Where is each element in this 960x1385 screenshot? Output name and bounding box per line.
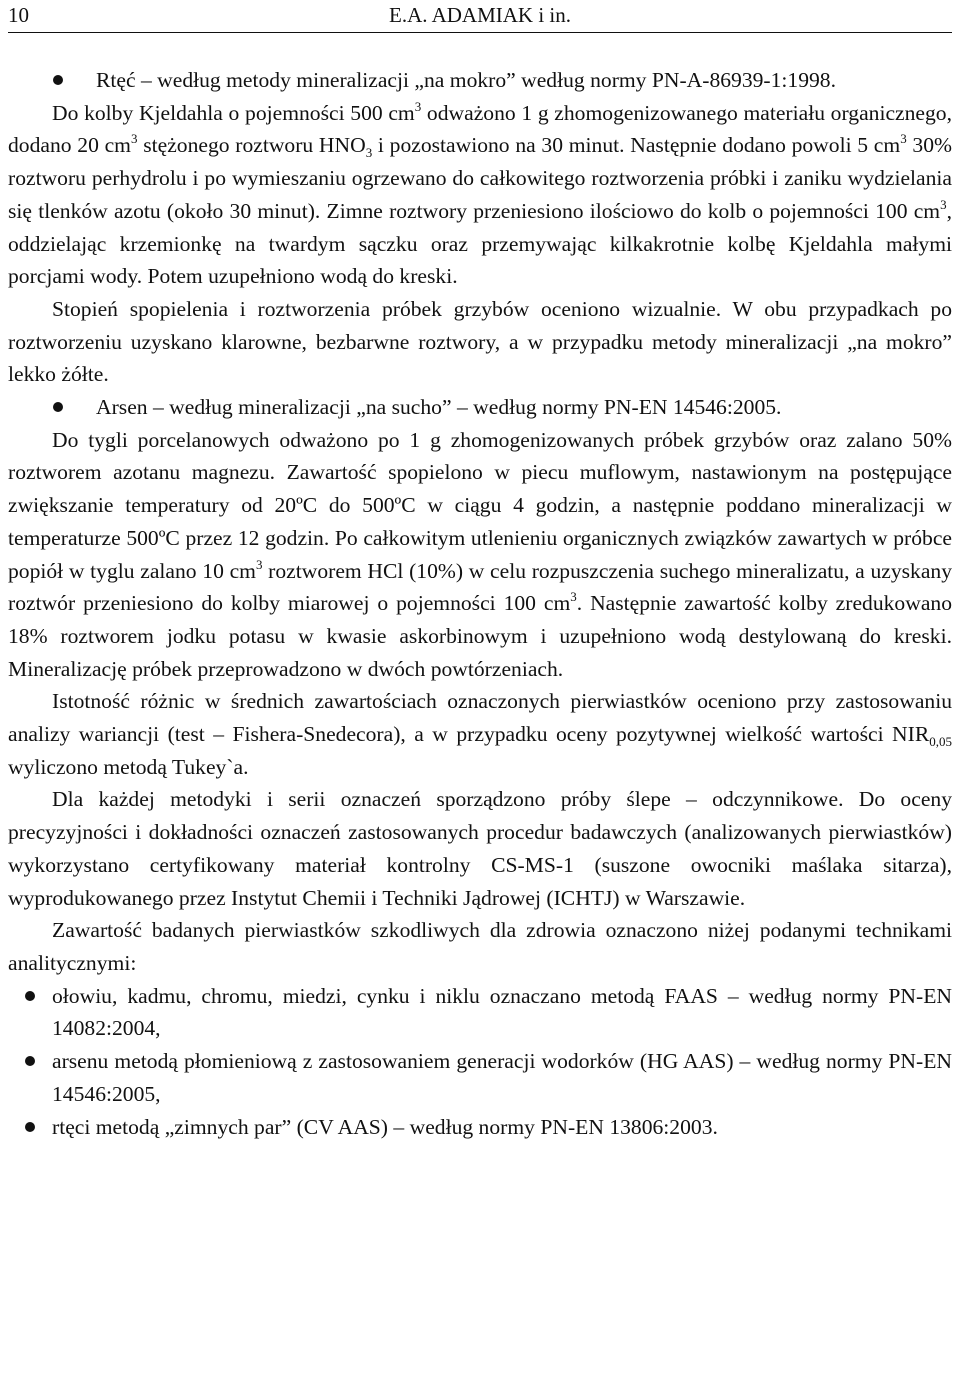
paragraph <box>8 685 952 783</box>
bullet-icon <box>25 1056 35 1066</box>
list-item <box>8 1111 952 1144</box>
list-item <box>8 64 952 97</box>
text-run: . Następnie zawartość kolby zredukowano 18% roztworem jodku potasu w kwasie askorbinowym i uzupełniono wodą destylowaną do kreski. Mineralizację próbek przeprowadzono w dwóch powtórzeniach. <box>8 591 952 681</box>
text-run: wyliczono metodą Tukey`a. <box>8 754 249 779</box>
subscript: 3 <box>365 145 373 161</box>
header-rule <box>8 32 952 33</box>
list-item <box>8 1045 952 1110</box>
superscript: 3 <box>255 556 263 572</box>
text-run: 30% roztworu perhydrolu i po wymieszaniu ogrzewano do całkowitego roztworzenia próbki i zaniku wydzielania się tlenków azotu (około 30 minut). Zimne roztwory przeniesiono ilościowo do kolb o pojemności 100 cm <box>8 133 952 223</box>
text-run: rtęci metodą „zimnych par” (CV AAS) – według normy PN-EN 13806:2003. <box>52 1114 718 1139</box>
superscript: 3 <box>414 98 422 114</box>
text-run: ołowiu, kadmu, chromu, miedzi, cynku i niklu oznaczano metodą FAAS – według normy PN-EN 14082:2004, <box>52 983 952 1041</box>
text-run: Do kolby Kjeldahla o pojemności 500 cm <box>52 100 415 125</box>
page-number: 10 <box>8 3 29 27</box>
text-run: Zawartość badanych pierwiastków szkodliwych dla zdrowia oznaczono niżej podanymi technikami analitycznymi: <box>8 918 952 975</box>
paragraph <box>8 293 952 391</box>
text-run: Rtęć – według metody mineralizacji „na mokro” według normy PN-A-86939-1:1998. <box>96 68 837 92</box>
running-header <box>8 0 952 34</box>
superscript: 3 <box>130 131 138 147</box>
text-run: Istotność różnic w średnich zawartościach oznaczonych pierwiastków oceniono przy zastosowaniu analizy wariancji (test – Fishera-Snedecora), a w przypadku oceny pozytywnej wielkość wartości NIR <box>8 689 952 747</box>
text-run: , oddzielając krzemionkę na twardym sączku oraz przemywając kilkakrotnie kolbę Kjeldahla małymi porcjami wody. Potem uzupełniono wodą do kreski. <box>8 198 952 289</box>
text-run: arsenu metodą płomieniową z zastosowaniem generacji wodorków (HG AAS) – według normy PN-EN 14546:2005, <box>52 1049 952 1106</box>
subscript: 0,05 <box>929 734 952 750</box>
text-run: Dla każdej metodyki i serii oznaczeń sporządzono próby ślepe – odczynnikowe. Do oceny precyzyjności i dokładności oznaczeń zastosowanych procedur badawczych (analizowanych pierwiastków) wykorzystano certyfikowany materiał kontrolny CS-MS-1 (suszone owocniki maślaka sitarza), wyprodukowanego przez Instytut Chemii i Techniki Jądrowej (ICHTJ) w Warszawie. <box>8 787 952 910</box>
paragraph <box>8 97 952 293</box>
superscript: 3 <box>940 196 947 212</box>
paragraph <box>8 424 952 686</box>
bullet-icon <box>25 1122 35 1132</box>
text-run: stężonego roztworu HNO <box>137 133 366 158</box>
text-run: i pozostawiono na 30 minut. Następnie dodano powoli 5 cm <box>372 133 901 158</box>
bullet-icon <box>53 75 63 85</box>
text-run: Arsen – według mineralizacji „na sucho” – według normy PN-EN 14546:2005. <box>96 395 782 420</box>
superscript: 3 <box>900 131 907 147</box>
bullet-icon <box>25 991 35 1001</box>
superscript: 3 <box>570 589 577 605</box>
text-run: roztworem HCl (10%) w celu rozpuszczenia suchego mineralizatu, a uzyskany roztwór przeniesiono do kolby miarowej o pojemności 100 cm <box>8 558 953 616</box>
paragraph <box>8 914 952 979</box>
running-title: E.A. ADAMIAK i in. <box>389 3 571 27</box>
bullet-icon <box>53 402 63 412</box>
list-item <box>8 391 952 424</box>
list-item <box>8 980 952 1045</box>
text-run: Stopień spopielenia i roztworzenia próbek grzybów oceniono wizualnie. W obu przypadkach po roztworzeniu uzyskano klarowne, bezbarwne roztwory, a w przypadku metody mineralizacji „na mokro” lekko żółte. <box>8 296 952 387</box>
body-text <box>8 64 952 1143</box>
text-run: odważono 1 g zhomogenizowanego materiału organicznego, dodano 20 cm <box>8 100 952 158</box>
text-run: Do tygli porcelanowych odważono po 1 g zhomogenizowanych próbek grzybów oraz zalano 50% roztworem azotanu magnezu. Zawartość spopielono w piecu muflowym, nastawionym na postępujące zwiększanie temperatury od 20ºC do 500ºC w ciągu 4 godzin, a następnie poddano mineralizacji w temperaturze 500ºC przez 12 godzin. Po całkowitym utlenieniu organicznych związków zawartych w próbce popiół w tyglu zalano 10 cm <box>8 427 952 583</box>
paragraph <box>8 783 952 914</box>
